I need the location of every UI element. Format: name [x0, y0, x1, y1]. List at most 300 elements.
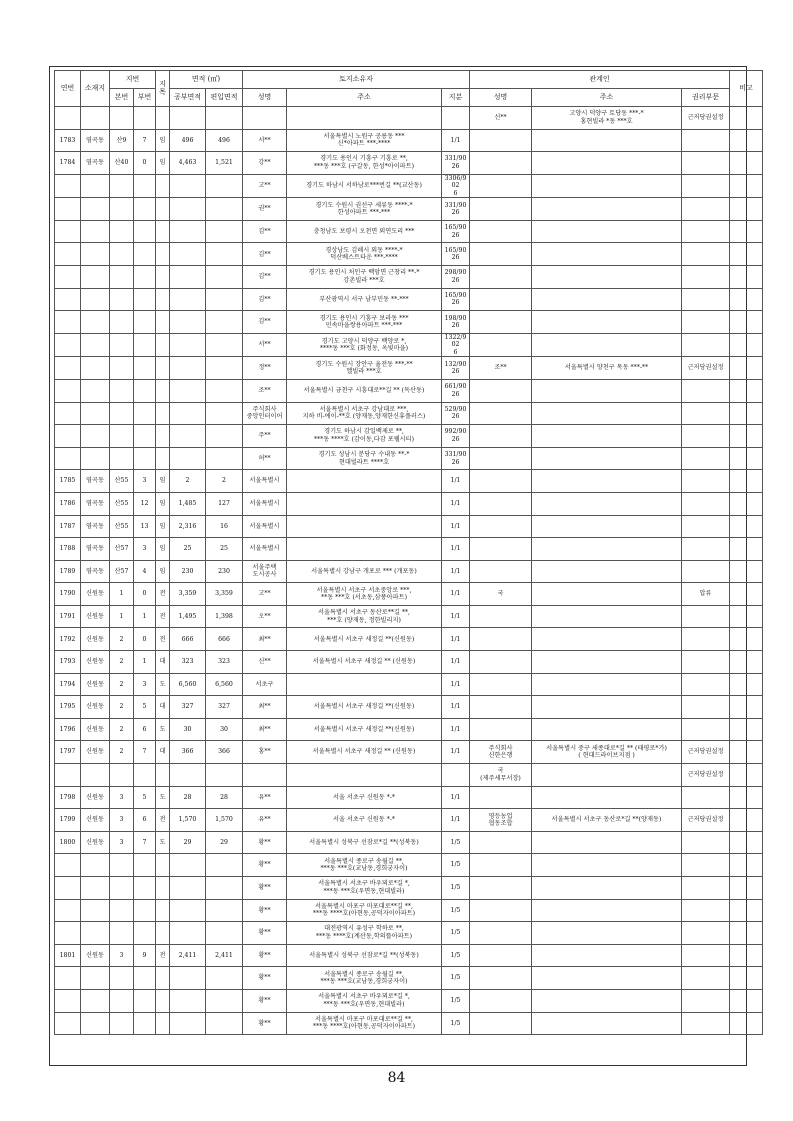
cell-related-address — [532, 515, 682, 538]
cell-related-name — [470, 333, 532, 357]
cell-right-type — [682, 831, 730, 854]
cell-land-category — [156, 311, 170, 334]
cell-land-category — [156, 899, 170, 922]
cell-right-type: 근저당권설정 — [682, 741, 730, 764]
cell-main-lot — [110, 243, 134, 266]
cell-sub-lot — [134, 357, 156, 380]
cell-official-area: 366 — [170, 741, 206, 764]
cell-right-type — [682, 967, 730, 990]
cell-included-area — [206, 288, 243, 311]
cell-owner-address: 경기도 수원시 장안구 율전동 ***-** 엘빌라 ***호 — [287, 357, 442, 380]
table-row — [55, 333, 763, 357]
cell-right-type — [682, 944, 730, 967]
cell-owner-address: 경기도 용인시 기흥구 보라동 *** 민속마을쌍용아파트 ***-*** — [287, 311, 442, 334]
cell-location: 염곡동 — [81, 560, 110, 583]
cell-share: 1/5 — [442, 989, 470, 1012]
cell-official-area: 323 — [170, 651, 206, 674]
table-row — [55, 764, 763, 787]
cell-right-type — [682, 560, 730, 583]
cell-main-lot — [110, 220, 134, 243]
cell-owner-name: 강** — [243, 152, 287, 175]
cell-right-type — [682, 786, 730, 809]
cell-included-area — [206, 174, 243, 198]
cell-right-type: 근저당권설정 — [682, 357, 730, 380]
cell-sub-lot — [134, 402, 156, 425]
cell-no — [55, 311, 81, 334]
cell-no: 1792 — [55, 628, 81, 651]
cell-owner-address: 서울특별시 마포구 마포대로**길 **, ***동 ****호(아현동,공덕자이아파트) — [287, 899, 442, 922]
cell-sub-lot — [134, 447, 156, 470]
cell-note — [730, 967, 763, 990]
cell-main-lot: 산40 — [110, 152, 134, 175]
cell-share: 1/5 — [442, 877, 470, 900]
cell-related-name — [470, 673, 532, 696]
cell-related-address — [532, 492, 682, 515]
header-gongbu: 공부면적 — [170, 89, 206, 107]
cell-main-lot — [110, 266, 134, 289]
header-owner-name: 성명 — [243, 89, 287, 107]
cell-share: 1/1 — [442, 583, 470, 606]
cell-owner-name: 최** — [243, 696, 287, 719]
cell-official-area — [170, 402, 206, 425]
cell-right-type — [682, 470, 730, 493]
cell-owner-address: 서울특별시 서초구 새정길 **(신원동) — [287, 718, 442, 741]
cell-note — [730, 311, 763, 334]
cell-sub-lot — [134, 899, 156, 922]
cell-land-category: 임 — [156, 129, 170, 152]
cell-official-area: 6,560 — [170, 673, 206, 696]
cell-related-address — [532, 198, 682, 221]
cell-no: 1789 — [55, 560, 81, 583]
cell-owner-address — [287, 107, 442, 130]
cell-no — [55, 922, 81, 945]
cell-right-type — [682, 220, 730, 243]
cell-no — [55, 266, 81, 289]
cell-main-lot — [110, 989, 134, 1012]
cell-owner-name: 고** — [243, 174, 287, 198]
cell-location: 신원동 — [81, 809, 110, 832]
cell-note — [730, 764, 763, 787]
cell-no: 1784 — [55, 152, 81, 175]
cell-share: 1/1 — [442, 651, 470, 674]
cell-note — [730, 515, 763, 538]
cell-location: 신원동 — [81, 651, 110, 674]
cell-right-type — [682, 379, 730, 402]
cell-owner-address: 경상남도 김해시 외동 ****-* 덕산베스트타운 ***-**** — [287, 243, 442, 266]
cell-location — [81, 764, 110, 787]
cell-right-type — [682, 425, 730, 448]
cell-no: 1783 — [55, 129, 81, 152]
table-row — [55, 379, 763, 402]
cell-sub-lot: 3 — [134, 470, 156, 493]
cell-owner-name: 김** — [243, 311, 287, 334]
table-row — [55, 560, 763, 583]
cell-sub-lot — [134, 1012, 156, 1035]
cell-right-type — [682, 854, 730, 877]
cell-note — [730, 492, 763, 515]
cell-related-address — [532, 944, 682, 967]
cell-no: 1800 — [55, 831, 81, 854]
cell-land-category — [156, 402, 170, 425]
cell-no — [55, 899, 81, 922]
table-row — [55, 357, 763, 380]
cell-no: 1801 — [55, 944, 81, 967]
cell-right-type: 근저당권설정 — [682, 107, 730, 130]
cell-main-lot — [110, 402, 134, 425]
cell-included-area — [206, 967, 243, 990]
cell-no: 1799 — [55, 809, 81, 832]
table-row — [55, 583, 763, 606]
cell-owner-address: 부산광역시 서구 남부민동 **-*** — [287, 288, 442, 311]
cell-included-area — [206, 379, 243, 402]
cell-official-area: 28 — [170, 786, 206, 809]
cell-sub-lot — [134, 198, 156, 221]
cell-main-lot — [110, 764, 134, 787]
cell-owner-address: 서울특별시 노원구 공릉동 *** 신*아파트 ***-**** — [287, 129, 442, 152]
cell-land-category — [156, 198, 170, 221]
cell-related-name — [470, 538, 532, 561]
cell-included-area — [206, 357, 243, 380]
cell-related-name — [470, 198, 532, 221]
cell-owner-name: 허** — [243, 447, 287, 470]
cell-included-area — [206, 764, 243, 787]
cell-owner-name: 조** — [243, 379, 287, 402]
cell-note — [730, 447, 763, 470]
cell-official-area: 29 — [170, 831, 206, 854]
cell-owner-address: 서울특별시 금천구 시흥대로**길 ** (독산동) — [287, 379, 442, 402]
cell-related-address — [532, 402, 682, 425]
cell-land-category: 대 — [156, 696, 170, 719]
cell-included-area: 327 — [206, 696, 243, 719]
cell-official-area — [170, 854, 206, 877]
cell-sub-lot: 12 — [134, 492, 156, 515]
cell-official-area: 2,411 — [170, 944, 206, 967]
header-rel: 관계인 — [470, 71, 730, 89]
cell-share: 1/1 — [442, 470, 470, 493]
cell-note — [730, 989, 763, 1012]
cell-related-address — [532, 583, 682, 606]
cell-share: 165/9026 — [442, 243, 470, 266]
cell-no — [55, 425, 81, 448]
cell-no: 1797 — [55, 741, 81, 764]
cell-official-area — [170, 107, 206, 130]
cell-note — [730, 831, 763, 854]
cell-land-category — [156, 1012, 170, 1035]
cell-official-area — [170, 922, 206, 945]
cell-sub-lot: 3 — [134, 538, 156, 561]
cell-sub-lot: 6 — [134, 718, 156, 741]
cell-land-category: 도 — [156, 673, 170, 696]
cell-no — [55, 877, 81, 900]
cell-owner-name: 황** — [243, 944, 287, 967]
cell-official-area — [170, 333, 206, 357]
cell-land-category — [156, 357, 170, 380]
cell-right-type — [682, 447, 730, 470]
cell-included-area: 366 — [206, 741, 243, 764]
cell-official-area — [170, 220, 206, 243]
cell-no — [55, 174, 81, 198]
cell-sub-lot — [134, 877, 156, 900]
cell-related-address — [532, 764, 682, 787]
cell-related-address: 고양시 덕양구 토당동 ***-* 홍현빌라 *동 ***호 — [532, 107, 682, 130]
cell-owner-name: 홍** — [243, 741, 287, 764]
cell-share: 3306/902 6 — [442, 174, 470, 198]
cell-location: 염곡동 — [81, 515, 110, 538]
cell-related-name — [470, 718, 532, 741]
cell-land-category: 임 — [156, 152, 170, 175]
cell-related-address: 서울특별시 중구 세종대로*길 ** (태평로*가) ( 현대드라이브지점 ) — [532, 741, 682, 764]
cell-main-lot: 2 — [110, 651, 134, 674]
cell-land-category: 임 — [156, 515, 170, 538]
cell-share: 1/1 — [442, 538, 470, 561]
cell-land-category — [156, 854, 170, 877]
table-row — [55, 967, 763, 990]
cell-owner-address: 서울 서초구 신원동 *-* — [287, 809, 442, 832]
cell-main-lot: 2 — [110, 696, 134, 719]
cell-right-type — [682, 174, 730, 198]
table-row — [55, 174, 763, 198]
cell-owner-address — [287, 492, 442, 515]
cell-official-area — [170, 174, 206, 198]
cell-related-address — [532, 174, 682, 198]
table-row — [55, 447, 763, 470]
cell-related-address — [532, 854, 682, 877]
cell-location — [81, 107, 110, 130]
cell-location — [81, 989, 110, 1012]
cell-main-lot — [110, 379, 134, 402]
cell-land-category: 대 — [156, 741, 170, 764]
cell-sub-lot: 7 — [134, 129, 156, 152]
cell-related-address — [532, 628, 682, 651]
cell-related-address — [532, 718, 682, 741]
cell-sub-lot — [134, 311, 156, 334]
cell-included-area: 3,359 — [206, 583, 243, 606]
table-row — [55, 515, 763, 538]
cell-owner-name: 유** — [243, 786, 287, 809]
cell-share — [442, 764, 470, 787]
cell-related-address — [532, 696, 682, 719]
cell-related-address — [532, 379, 682, 402]
cell-related-name — [470, 470, 532, 493]
cell-related-address — [532, 447, 682, 470]
cell-sub-lot — [134, 107, 156, 130]
cell-owner-address: 서울특별시 서초구 강남대로 ***, 지하 비-에이-**호 (양재동,양재한신휴플러스) — [287, 402, 442, 425]
table-row — [55, 129, 763, 152]
cell-share: 1/5 — [442, 967, 470, 990]
cell-share: 1/1 — [442, 605, 470, 628]
cell-sub-lot: 6 — [134, 809, 156, 832]
cell-included-area — [206, 922, 243, 945]
header-jibeon: 지번 — [110, 71, 156, 89]
cell-owner-address: 서울 서초구 신원동 *-* — [287, 786, 442, 809]
cell-related-name — [470, 425, 532, 448]
cell-included-area: 127 — [206, 492, 243, 515]
table-row — [55, 107, 763, 130]
cell-land-category — [156, 107, 170, 130]
header-bubeon: 부번 — [134, 89, 156, 107]
cell-owner-name: 황** — [243, 922, 287, 945]
cell-no: 1788 — [55, 538, 81, 561]
cell-note — [730, 583, 763, 606]
cell-right-type — [682, 877, 730, 900]
cell-land-category: 임 — [156, 492, 170, 515]
table-row — [55, 1012, 763, 1035]
cell-owner-name: 주** — [243, 425, 287, 448]
cell-location: 신원동 — [81, 944, 110, 967]
cell-share: 1/1 — [442, 786, 470, 809]
cell-related-address: 서울특별시 서초구 동산로*길 **(양재동) — [532, 809, 682, 832]
cell-location — [81, 425, 110, 448]
cell-owner-address: 경기도 용인시 기흥구 기흥로 **, ***동 ***호 (구갈동, 한성*아이파트) — [287, 152, 442, 175]
page-number: 84 — [387, 1070, 406, 1086]
cell-location — [81, 243, 110, 266]
cell-no — [55, 854, 81, 877]
header-sojaeji: 소재지 — [81, 71, 110, 107]
cell-included-area — [206, 266, 243, 289]
cell-owner-address — [287, 470, 442, 493]
cell-related-address — [532, 922, 682, 945]
cell-owner-address — [287, 538, 442, 561]
cell-related-address — [532, 243, 682, 266]
cell-owner-name: 황** — [243, 1012, 287, 1035]
cell-related-address — [532, 129, 682, 152]
cell-related-name — [470, 288, 532, 311]
cell-share: 1/1 — [442, 492, 470, 515]
cell-note — [730, 560, 763, 583]
cell-related-address — [532, 288, 682, 311]
cell-included-area — [206, 311, 243, 334]
cell-share: 1/5 — [442, 899, 470, 922]
cell-right-type — [682, 129, 730, 152]
cell-note — [730, 402, 763, 425]
table-row — [55, 651, 763, 674]
cell-land-category — [156, 379, 170, 402]
cell-note — [730, 673, 763, 696]
cell-no: 1790 — [55, 583, 81, 606]
cell-main-lot — [110, 899, 134, 922]
cell-location: 염곡동 — [81, 152, 110, 175]
cell-owner-address: 서울특별시 강남구 개포로 *** (개포동) — [287, 560, 442, 583]
cell-note — [730, 266, 763, 289]
cell-owner-address: 충청남도 보령시 오천면 외연도리 *** — [287, 220, 442, 243]
cell-main-lot — [110, 854, 134, 877]
cell-official-area — [170, 357, 206, 380]
cell-related-address — [532, 605, 682, 628]
register-body — [55, 107, 763, 1035]
cell-related-name: 국 (제주세무서장) — [470, 764, 532, 787]
cell-main-lot: 2 — [110, 718, 134, 741]
cell-main-lot: 2 — [110, 673, 134, 696]
cell-owner-name: 김** — [243, 288, 287, 311]
cell-sub-lot — [134, 379, 156, 402]
cell-location — [81, 899, 110, 922]
cell-no: 1791 — [55, 605, 81, 628]
header-owner: 토지소유자 — [243, 71, 470, 89]
cell-location — [81, 288, 110, 311]
land-register-table — [54, 70, 763, 1035]
cell-official-area: 230 — [170, 560, 206, 583]
cell-owner-address: 경기도 하남시 감일백제로 **, ***동 ****호 (감이동,다감 포웰시티) — [287, 425, 442, 448]
cell-share: 298/9026 — [442, 266, 470, 289]
cell-included-area — [206, 243, 243, 266]
cell-location: 신원동 — [81, 741, 110, 764]
cell-related-name — [470, 152, 532, 175]
cell-owner-address: 서울특별시 서초구 새정길 **(신원동) — [287, 696, 442, 719]
table-row — [55, 718, 763, 741]
cell-related-address — [532, 538, 682, 561]
table-row — [55, 831, 763, 854]
cell-related-name: 영등농업 협동조합 — [470, 809, 532, 832]
cell-note — [730, 425, 763, 448]
cell-note — [730, 809, 763, 832]
cell-right-type — [682, 989, 730, 1012]
cell-related-address — [532, 560, 682, 583]
header-rel-name: 성명 — [470, 89, 532, 107]
cell-land-category: 대 — [156, 651, 170, 674]
cell-note — [730, 152, 763, 175]
cell-related-address — [532, 899, 682, 922]
cell-land-category: 도 — [156, 786, 170, 809]
cell-main-lot — [110, 198, 134, 221]
cell-official-area — [170, 311, 206, 334]
cell-no — [55, 220, 81, 243]
cell-main-lot: 산9 — [110, 129, 134, 152]
cell-included-area: 28 — [206, 786, 243, 809]
cell-related-name — [470, 515, 532, 538]
cell-owner-name: 황** — [243, 831, 287, 854]
cell-main-lot — [110, 1012, 134, 1035]
cell-official-area: 1,495 — [170, 605, 206, 628]
cell-no — [55, 107, 81, 130]
cell-note — [730, 877, 763, 900]
cell-right-type — [682, 651, 730, 674]
cell-no — [55, 243, 81, 266]
cell-land-category — [156, 989, 170, 1012]
header-rel-addr: 주소 — [532, 89, 682, 107]
cell-land-category: 전 — [156, 944, 170, 967]
cell-note — [730, 696, 763, 719]
cell-share: 132/9026 — [442, 357, 470, 380]
cell-no: 1798 — [55, 786, 81, 809]
cell-related-name — [470, 266, 532, 289]
cell-location: 신원동 — [81, 583, 110, 606]
table-row — [55, 854, 763, 877]
cell-sub-lot: 13 — [134, 515, 156, 538]
cell-official-area — [170, 266, 206, 289]
cell-included-area: 30 — [206, 718, 243, 741]
cell-location: 신원동 — [81, 628, 110, 651]
cell-share: 1/1 — [442, 515, 470, 538]
cell-owner-address: 경기도 용인시 처인구 백암면 근창리 **-* 강촌빌라 ***호 — [287, 266, 442, 289]
cell-no — [55, 198, 81, 221]
cell-share: 1/1 — [442, 718, 470, 741]
table-row — [55, 809, 763, 832]
cell-land-category: 임 — [156, 470, 170, 493]
cell-official-area: 25 — [170, 538, 206, 561]
cell-owner-name: 김** — [243, 266, 287, 289]
cell-location — [81, 877, 110, 900]
cell-official-area — [170, 379, 206, 402]
cell-note — [730, 741, 763, 764]
cell-sub-lot — [134, 174, 156, 198]
cell-main-lot — [110, 174, 134, 198]
cell-included-area — [206, 107, 243, 130]
cell-related-name — [470, 1012, 532, 1035]
cell-related-name — [470, 605, 532, 628]
cell-owner-address: 경기도 수원시 권선구 세류동 ****-* 한성아파트 ***-*** — [287, 198, 442, 221]
cell-no — [55, 967, 81, 990]
cell-owner-name: 황** — [243, 899, 287, 922]
